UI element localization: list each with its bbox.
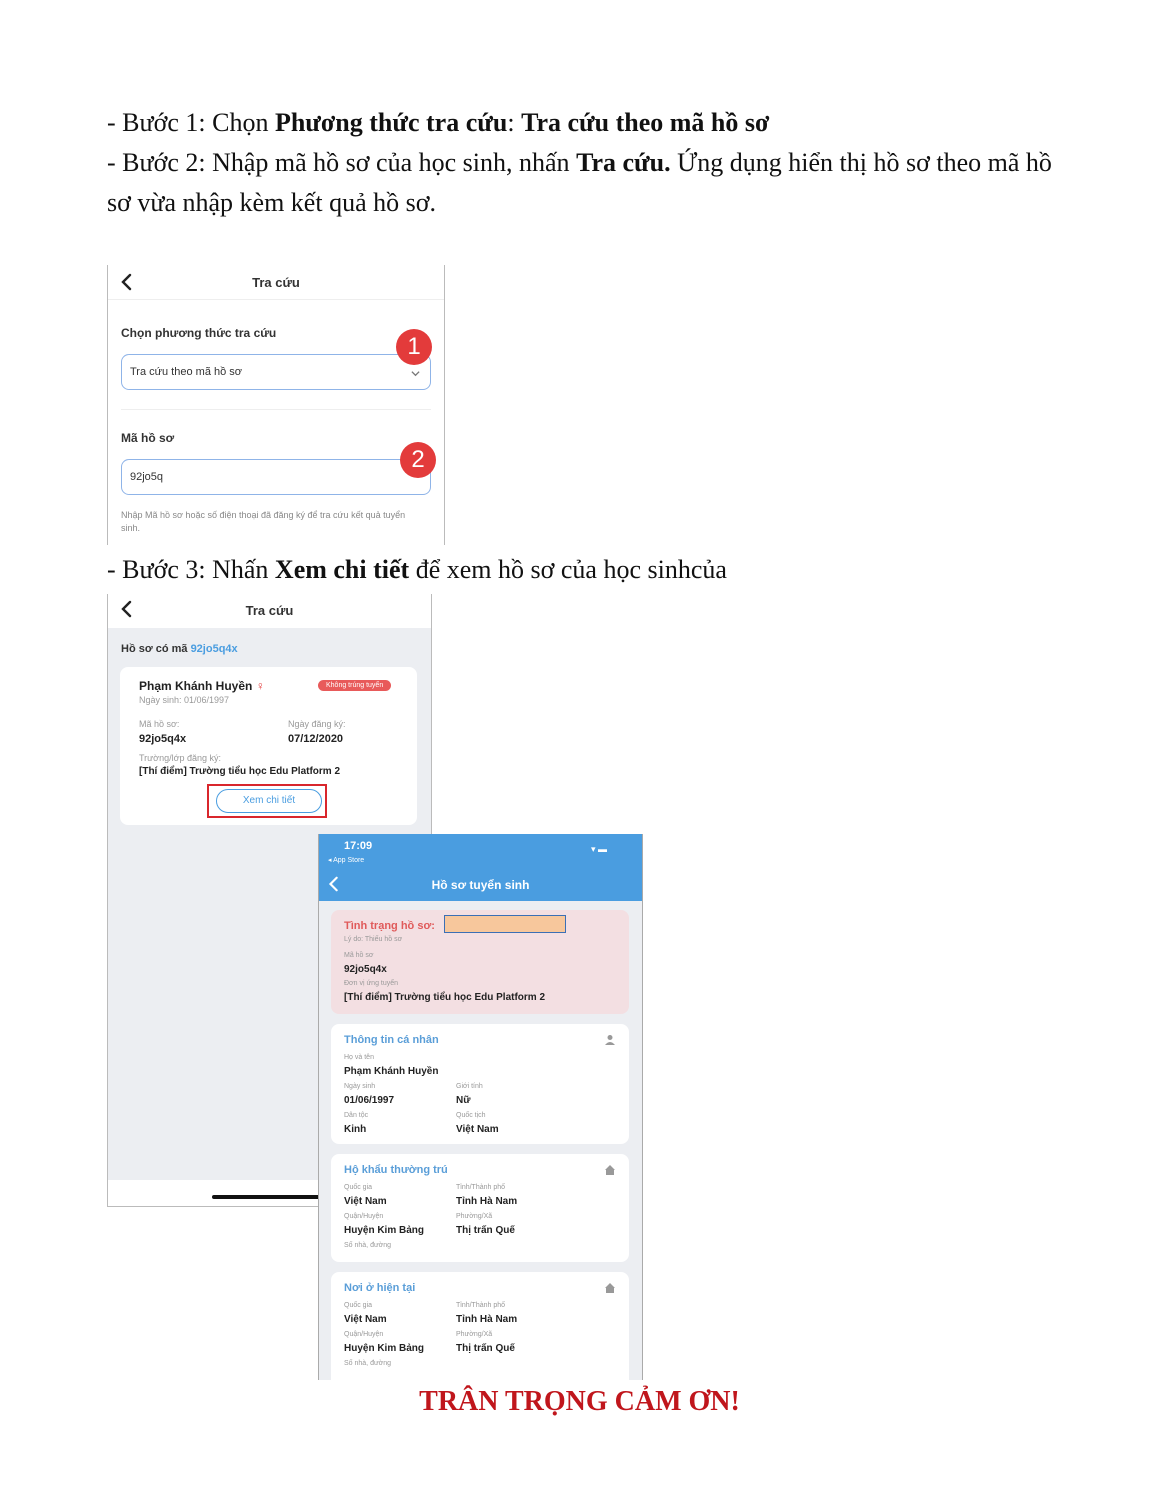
status-code-label: Mã hồ sơ [344,952,374,959]
code-label: Mã hồ sơ [121,431,175,445]
nationality-value: Việt Nam [456,1124,499,1135]
lookup-screenshot [107,265,445,545]
household-card [331,1154,629,1262]
page-title: Hồ sơ tuyển sinh [431,878,530,892]
step2-suffix: Ứng dụng hiển thị hồ sơ theo mã hồ [670,148,1052,177]
step2-prefix: - Bước 2: Nhập mã hồ sơ của học sinh, nhấn [107,148,577,177]
code-input[interactable] [121,459,431,495]
code-hint: Nhập Mã hồ sơ hoặc số điện thoại đã đăng ký để tra cứu kết quả tuyển sinh. [121,510,406,533]
step-badge-2: 2 [400,442,436,478]
status-unit-value: [Thí điểm] Trường tiểu học Edu Platform 2 [344,992,546,1003]
step3-suffix: để xem hồ sơ của học sinhcủa [409,555,727,584]
step1-prefix: - Bước 1: Chọn [107,108,275,137]
hh-district-value: Huyện Kim Bảng [344,1225,425,1236]
step1-sep: : [507,108,522,137]
status-label: Tình trạng hồ sơ: [344,920,435,932]
navbar [108,594,431,628]
female-icon: ♀ [255,679,265,693]
result-card[interactable] [120,667,417,825]
step-badge-1: 1 [396,329,432,365]
wifi-battery-icon: ▾ ▬ [591,844,608,854]
step3-prefix: - Bước 3: Nhấn [107,555,275,584]
school-label: Trường/lớp đăng ký: [139,753,222,763]
name-value: Phạm Khánh Huyền [344,1066,439,1077]
code-label: Mã hồ sơ: [139,719,180,729]
reg-date-value: 07/12/2020 [288,733,344,745]
step3-bold: Xem chi tiết [274,555,410,584]
result-prefix: Hồ sơ có mã [121,643,191,655]
closing-text: TRÂN TRỌNG CẢM ƠN! [419,1386,740,1417]
hh-country-value: Việt Nam [344,1196,387,1207]
home-icon [604,1282,616,1294]
code-value: 92jo5q [130,471,164,483]
cur-ward-value: Thị trấn Quế [456,1343,515,1354]
profile-screenshot [318,834,643,1380]
cur-district-label: Quận/Huyện [344,1331,384,1338]
cur-province-label: Tỉnh/Thành phố [456,1302,506,1309]
hh-street-label: Số nhà, đường [344,1242,392,1249]
step2-bold: Tra cứu. [576,148,671,177]
student-name [139,679,265,693]
result-code: 92jo5q4x [190,643,238,655]
page-title: Tra cứu [245,603,294,618]
ethnic-value: Kinh [344,1124,367,1135]
cur-street-label: Số nhà, đường [344,1360,392,1367]
result-heading [121,643,238,655]
current-title: Nơi ở hiện tại [344,1282,416,1294]
personal-title: Thông tin cá nhân [344,1034,439,1046]
student-name-text: Phạm Khánh Huyền [139,679,253,693]
ethnic-label: Dân tộc [344,1112,369,1119]
step2-text [107,143,1087,183]
header [319,834,642,901]
cur-country-label: Quốc gia [344,1302,373,1309]
cur-district-value: Huyện Kim Bảng [344,1343,425,1354]
method-select[interactable] [121,354,431,390]
status-reason: Lý do: Thiếu hồ sơ [344,936,403,943]
cur-province-value: Tỉnh Hà Nam [456,1314,518,1325]
status-time: 17:09 [344,840,373,852]
household-title: Hộ khẩu thường trú [344,1164,448,1176]
step1-bold-option: Tra cứu theo mã hồ sơ [521,108,770,137]
step1-text [107,103,769,143]
school-value: [Thí điểm] Trường tiểu học Edu Platform 2 [139,766,341,777]
dob-label: Ngày sinh [344,1083,376,1090]
personal-card [331,1024,629,1144]
home-indicator [212,1195,322,1199]
page-title: Tra cứu [252,275,300,290]
step3-text [107,550,727,590]
step2-line2: sơ vừa nhập kèm kết quả hồ sơ. [107,188,436,217]
view-detail-button[interactable]: Xem chi tiết [216,789,322,813]
status-unit-label: Đơn vị ứng tuyển [344,980,399,987]
code-value: 92jo5q4x [139,733,187,745]
nationality-label: Quốc tịch [456,1112,486,1119]
cur-ward-label: Phường/Xã [456,1331,493,1338]
current-address-card [331,1272,629,1380]
chevron-down-icon [411,369,420,378]
status-badge: Không trúng tuyển [318,680,391,691]
name-label: Họ và tên [344,1054,374,1061]
step1-bold-method: Phương thức tra cứu [274,108,508,137]
back-to-app[interactable]: ◂ App Store [328,857,365,864]
person-icon [604,1034,616,1046]
dob-value: 01/06/1997 [344,1095,395,1106]
navbar [108,265,444,300]
reg-date-label: Ngày đăng ký: [288,719,346,729]
status-card [331,910,629,1014]
home-icon [604,1164,616,1176]
method-value: Tra cứu theo mã hồ sơ [130,366,242,378]
dob-line: Ngày sinh: 01/06/1997 [139,695,230,705]
hh-ward-value: Thị trấn Quế [456,1225,515,1236]
cur-country-value: Việt Nam [344,1314,387,1325]
hh-province-label: Tỉnh/Thành phố [456,1184,506,1191]
status-code-value: 92jo5q4x [344,964,387,975]
gender-label: Giới tính [456,1083,483,1090]
hh-ward-label: Phường/Xã [456,1213,493,1220]
divider [121,409,431,410]
method-label: Chọn phương thức tra cứu [121,326,277,340]
status-redaction [444,915,566,933]
hh-province-value: Tỉnh Hà Nam [456,1196,518,1207]
hh-district-label: Quận/Huyện [344,1213,384,1220]
gender-value: Nữ [456,1095,471,1106]
hh-country-label: Quốc gia [344,1184,373,1191]
